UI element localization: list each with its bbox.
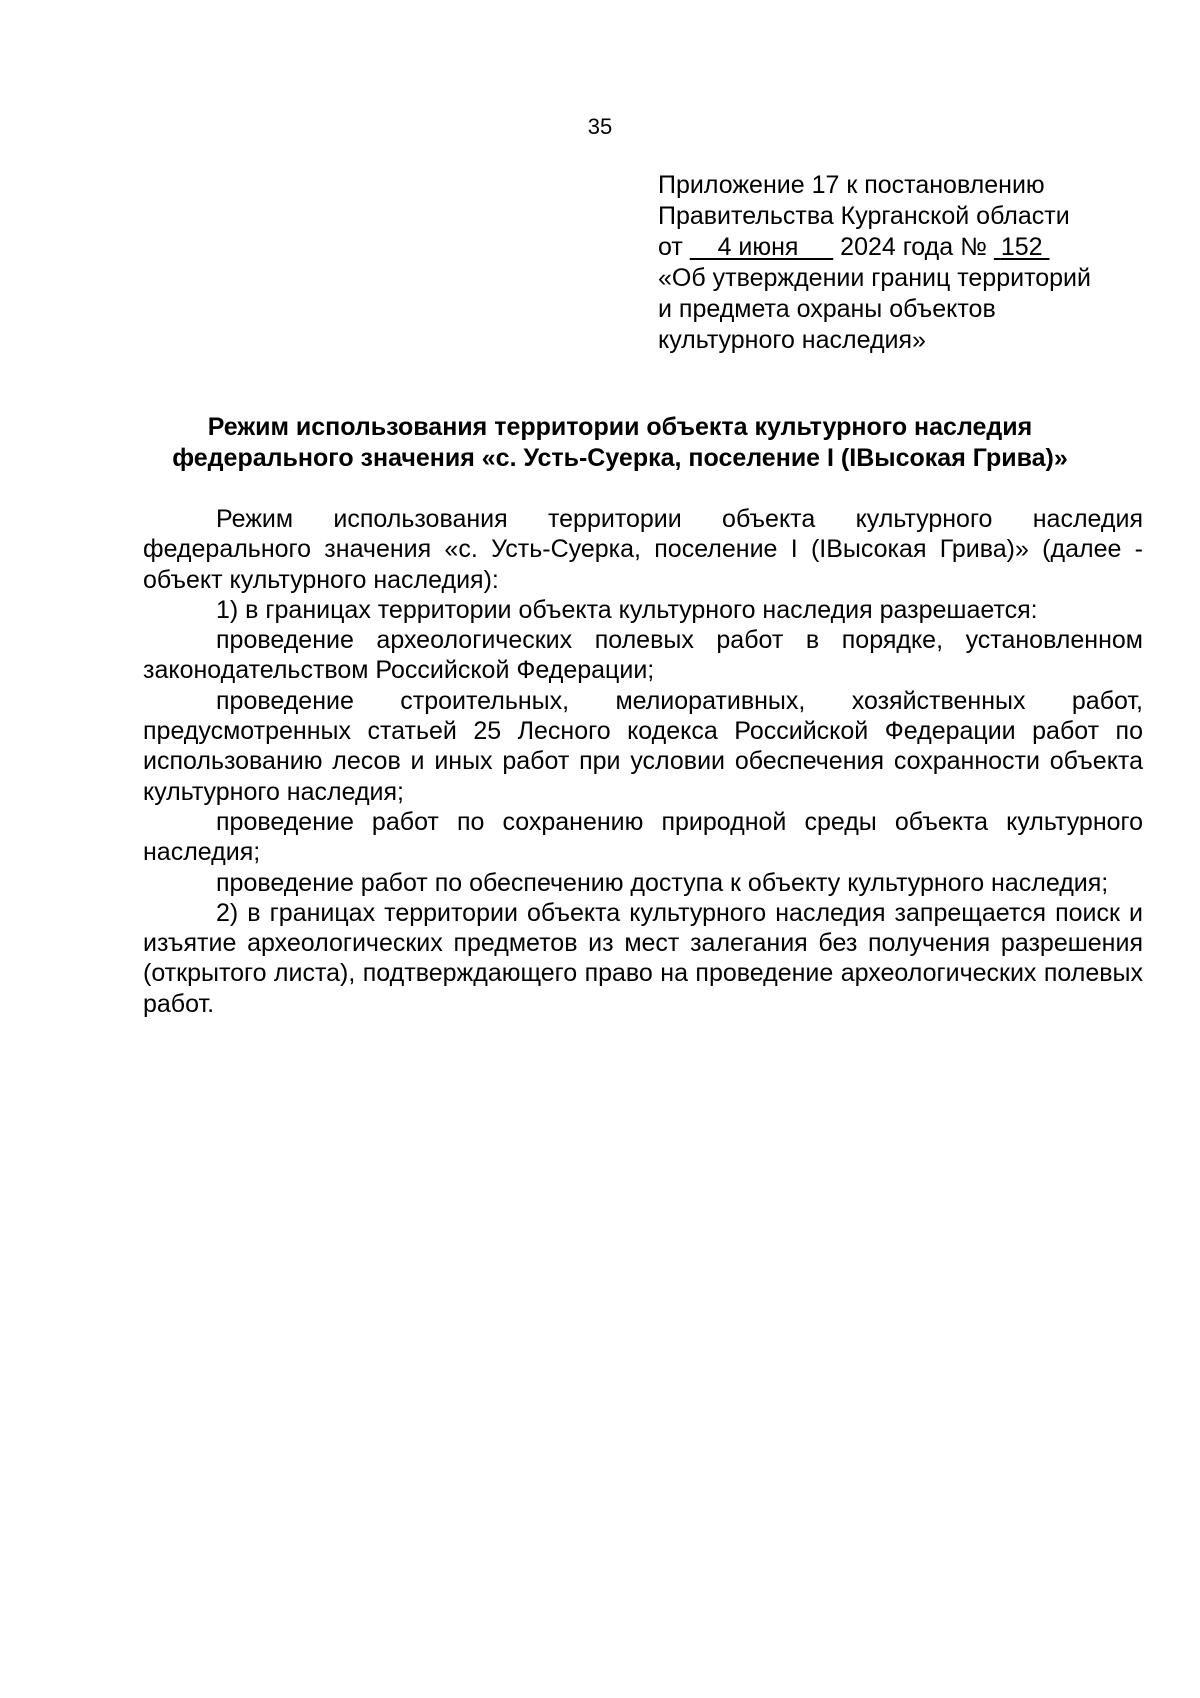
document-body (143, 504, 1143, 1019)
appendix-date-value: 4 июня (717, 233, 799, 261)
allowed-item-4: проведение работ по обеспечению доступа к объекту культурного наследия; (216, 868, 1109, 897)
item-1-paragraph: 1) в границах территории объекта культурного наследия разрешается: (216, 595, 1038, 624)
allowed-item-1: проведение археологических полевых работ в порядке, установленном законодательством Российской Федерации; (143, 626, 1143, 685)
appendix-line-1: Приложение 17 к постановлению (658, 171, 1045, 199)
heading-line-1: Режим использования территории объекта культурного наследия (207, 413, 1033, 441)
appendix-date-line (658, 232, 1158, 263)
appendix-line-6: культурного наследия» (658, 326, 926, 354)
appendix-number-underline (994, 233, 1050, 261)
appendix-line-4: «Об утверждении границ территорий (658, 264, 1091, 292)
appendix-date-underline (690, 233, 833, 261)
appendix-block (658, 170, 1158, 356)
heading-line-2: федерального значения «с. Усть-Суерка, поселение I (IВысокая Грива)» (172, 444, 1068, 472)
item-2-paragraph: 2) в границах территории объекта культурного наследия запрещается поиск и изъятие археологических предметов из мест залегания без получения разрешения (открытого листа), подтверждающего право на проведение археологических полевых работ. (143, 898, 1143, 1018)
document-heading (140, 412, 1100, 474)
allowed-item-2: проведение строительных, мелиоративных, хозяйственных работ, предусмотренных статьей 25 Лесного кодекса Российской Федерации работ по использованию лесов и иных работ при условии обеспечения сохранности объекта культурного наследия; (143, 686, 1143, 806)
appendix-from-prefix: от (658, 233, 683, 261)
appendix-year-text: 2024 года № (840, 233, 987, 261)
appendix-line-2: Правительства Курганской области (658, 202, 1070, 230)
page-number: 35 (587, 114, 613, 139)
intro-paragraph: Режим использования территории объекта культурного наследия федерального значения «с. Усть-Суерка, поселение I (IВысокая Грива)» (далее - объект культурного наследия): (143, 505, 1143, 594)
allowed-item-3: проведение работ по сохранению природной среды объекта культурного наследия; (143, 807, 1143, 867)
appendix-line-5: и предмета охраны объектов (658, 295, 996, 323)
appendix-number-value: 152 (1000, 233, 1043, 261)
